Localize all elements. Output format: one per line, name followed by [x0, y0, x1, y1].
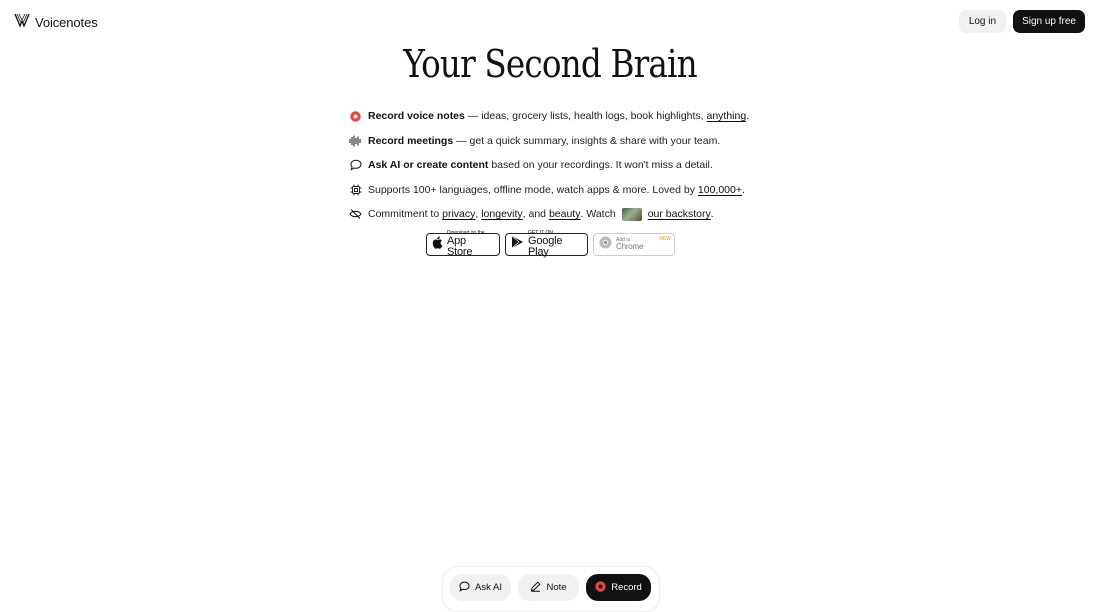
feature-record-voice-notes [349, 104, 769, 129]
bottom-toolbar [442, 566, 660, 612]
beauty-link[interactable]: beauty [548, 208, 581, 221]
badge-big-text: Google Play [528, 235, 563, 258]
feature-title: Record meetings [368, 134, 454, 147]
ask-ai-label: Ask AI [475, 582, 502, 593]
feature-text: based on your recordings. It won't miss a detail. [488, 159, 713, 172]
feature-end: . [746, 110, 750, 123]
apple-icon [432, 236, 443, 254]
record-label: Record [611, 582, 642, 593]
badge-small-text: GET IT ON [528, 230, 553, 236]
login-button[interactable]: Log in [959, 10, 1006, 33]
badge-big-text: Chrome [616, 242, 644, 251]
backstory-thumbnail[interactable] [622, 208, 642, 221]
header-actions [959, 10, 1085, 33]
feature-separator: , [475, 208, 482, 221]
feature-ask-ai [349, 153, 769, 178]
users-count-link[interactable]: 100,000+ [697, 183, 742, 196]
feature-separator: , and [522, 208, 549, 221]
note-label: Note [546, 582, 567, 593]
badge-big-text: App Store [447, 235, 473, 258]
anything-link[interactable]: anything [706, 110, 747, 123]
store-badges [426, 230, 675, 258]
chat-bubble-icon [459, 581, 470, 595]
feature-supports [349, 178, 769, 203]
new-badge: NEW [659, 236, 671, 242]
hero-title: Your Second Brain [403, 42, 697, 86]
badge-small-text: Add to [616, 237, 631, 243]
feature-text: . Watch [580, 208, 616, 221]
feature-text: — ideas, grocery lists, health logs, book highlights, [464, 110, 707, 123]
feature-list [349, 104, 769, 227]
record-dot-icon [349, 110, 362, 123]
feature-title: Ask AI or create content [368, 159, 489, 172]
eye-off-icon [349, 208, 362, 221]
feature-end: . [710, 208, 714, 221]
feature-title: Record voice notes [368, 110, 465, 123]
feature-commitment [349, 202, 769, 227]
signup-button[interactable]: Sign up free [1013, 10, 1085, 33]
waveform-icon [349, 134, 362, 147]
feature-record-meetings [349, 129, 769, 154]
record-button[interactable] [586, 574, 651, 601]
feature-end: . [742, 183, 745, 196]
chip-icon [349, 183, 362, 196]
google-play-icon [511, 235, 524, 254]
feature-text: Supports 100+ languages, offline mode, watch apps & more. Loved by [368, 183, 698, 196]
voicenotes-logo-icon [14, 12, 30, 33]
logo[interactable] [14, 12, 98, 33]
backstory-link[interactable]: our backstory [647, 208, 711, 221]
feature-text: Commitment to [368, 208, 443, 221]
longevity-link[interactable]: longevity [481, 208, 523, 221]
feature-text: — get a quick summary, insights & share with your team. [453, 134, 721, 147]
badge-small-text: Download on the [447, 230, 485, 236]
logo-text: Voicenotes [35, 15, 98, 30]
chat-bubble-icon [349, 159, 362, 172]
privacy-link[interactable]: privacy [442, 208, 476, 221]
app-store-badge[interactable] [426, 230, 500, 258]
chrome-web-store-badge[interactable] [593, 233, 675, 256]
chrome-icon [599, 236, 612, 254]
note-button[interactable] [518, 574, 579, 601]
google-play-badge[interactable] [505, 230, 588, 258]
pencil-icon [530, 581, 541, 595]
record-dot-icon [595, 581, 606, 595]
ask-ai-button[interactable] [450, 574, 511, 601]
